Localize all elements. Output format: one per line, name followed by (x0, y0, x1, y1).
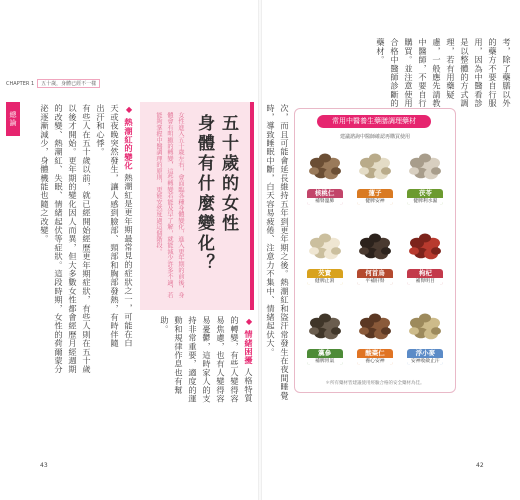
herb-use: 平補肝腎 (357, 278, 393, 285)
herb-label (307, 269, 343, 285)
herb-use: 健脾止瀉 (307, 278, 343, 285)
heading-intro: 女性進入五十歲左右，會面臨各種身體變化，進入更年期的前後，身體會有明顯的轉變，這些轉變若能及早了解，就能減少許多不適，若能夠掌握中醫調理的原則，更能安然度過這個階段。 (155, 112, 184, 298)
panel-title: 常用中醫養生藥膳調理藥材 (317, 115, 431, 128)
heading-title (192, 114, 240, 304)
herb-name: 黨參 (318, 349, 332, 357)
herb-label (407, 269, 443, 285)
herb-card (301, 303, 348, 379)
side-tab: 總論 (6, 102, 20, 136)
section2-block (140, 316, 256, 406)
herb-name: 蓮子 (368, 189, 382, 197)
heading-title-line1: 五十歲的女性 (218, 114, 238, 234)
herb-name: 何首烏 (365, 269, 385, 277)
panel-subtitle: 建議諮詢中醫師確認再購買使用 (339, 134, 410, 140)
herb-photo (353, 143, 397, 187)
chapter-header (6, 79, 100, 88)
page-number-right: 42 (476, 462, 484, 469)
section1-heading: ◆ 熱潮紅的變化 (124, 104, 134, 171)
herb-use: 健脾利水濕 (407, 198, 443, 205)
section2-text: 人格特質的轉變，有些人變得容易焦慮，也有人變得容易憂鬱，這時家人的支持非常重要，適度的運動和規律作息也有幫助。 (160, 316, 254, 403)
herb-photo (303, 143, 347, 187)
herb-name: 浮小麥 (415, 349, 436, 357)
herb-label (357, 349, 393, 365)
herb-name: 枸杞 (418, 269, 432, 277)
chapter-title: 五十歲，身體已經不一樣 (37, 79, 100, 88)
herb-photo (303, 303, 347, 347)
page-number-left: 43 (40, 462, 48, 469)
herb-photo (353, 303, 397, 347)
herb-grid (301, 143, 449, 379)
herb-photo (403, 143, 447, 187)
herb-label (357, 269, 393, 285)
herb-card (351, 303, 398, 379)
herb-photo (303, 223, 347, 267)
herb-photo (403, 223, 447, 267)
herb-use: 補腎溫肺 (307, 198, 343, 205)
herb-photo (403, 303, 447, 347)
top-right-text: 考，除了藥膳以外的藥方不要自行服用，因為中醫看診是以整體的方式調理，若有用藥疑慮，一般應先請教中醫師，不要自行購買。並注意使用合格中醫師診斷的藥材。 (376, 38, 512, 108)
herb-label (407, 349, 443, 365)
herb-card (301, 143, 348, 219)
panel-note: ＊所有藥材皆建議使用經驗合格的安全藥材為佳。 (325, 381, 425, 386)
herb-label (307, 189, 343, 205)
herb-label (407, 189, 443, 205)
heading-title-line2: 身體有什麼變化？ (194, 114, 214, 274)
herb-use: 養心安神 (357, 358, 393, 365)
bottom-right-text: 次，而且可能會延長維持五年到更年期之後。熱潮紅和盜汗常發生在夜間睡覺時，導致睡眠中斷，白天容易疲倦、注意力不集中、情緒起伏大。 (266, 104, 290, 400)
herb-use: 補脾胃氣 (307, 358, 343, 365)
herb-card (301, 223, 348, 299)
herb-label (357, 189, 393, 205)
herb-name: 核桃仁 (314, 189, 335, 197)
herb-name: 酸棗仁 (365, 349, 385, 357)
herb-panel (294, 108, 456, 393)
section2-heading: ◆ 情緒困擾 (244, 316, 254, 365)
herb-use: 健脾安神 (357, 198, 393, 205)
herb-use: 安神收斂止汗 (407, 358, 443, 365)
herb-card (402, 143, 449, 219)
herb-use: 補腎明目 (407, 278, 443, 285)
herb-card (402, 223, 449, 299)
herb-name: 芡實 (318, 269, 332, 277)
herb-card (351, 143, 398, 219)
herb-card (351, 223, 398, 299)
herb-name: 茯苓 (418, 189, 432, 197)
chapter-label: CHAPTER 1 (6, 80, 35, 87)
herb-photo (353, 223, 397, 267)
body-text (96, 104, 136, 354)
intro-body-text: 有些人在五十歲以前，就已經開始經歷更年期症狀，有些人則在五十歲以後才開始。更年期的變化因人而異，但大多數女性都會經歷月經週期的改變、熱潮紅、失眠、情緒起伏等症狀。這段時期，女性的荷爾蒙分泌逐漸減少，身體機能也隨之改變。 (40, 104, 92, 374)
herb-label (307, 349, 343, 365)
heading-box (140, 102, 254, 310)
section1-text: 熱潮紅是更年期最常見的症狀之一，可能在白天或夜晚突然發生，讓人感到臉部、頸部和胸部發熱，有時伴隨出汗和心悸。 (96, 104, 134, 348)
herb-card (402, 303, 449, 379)
